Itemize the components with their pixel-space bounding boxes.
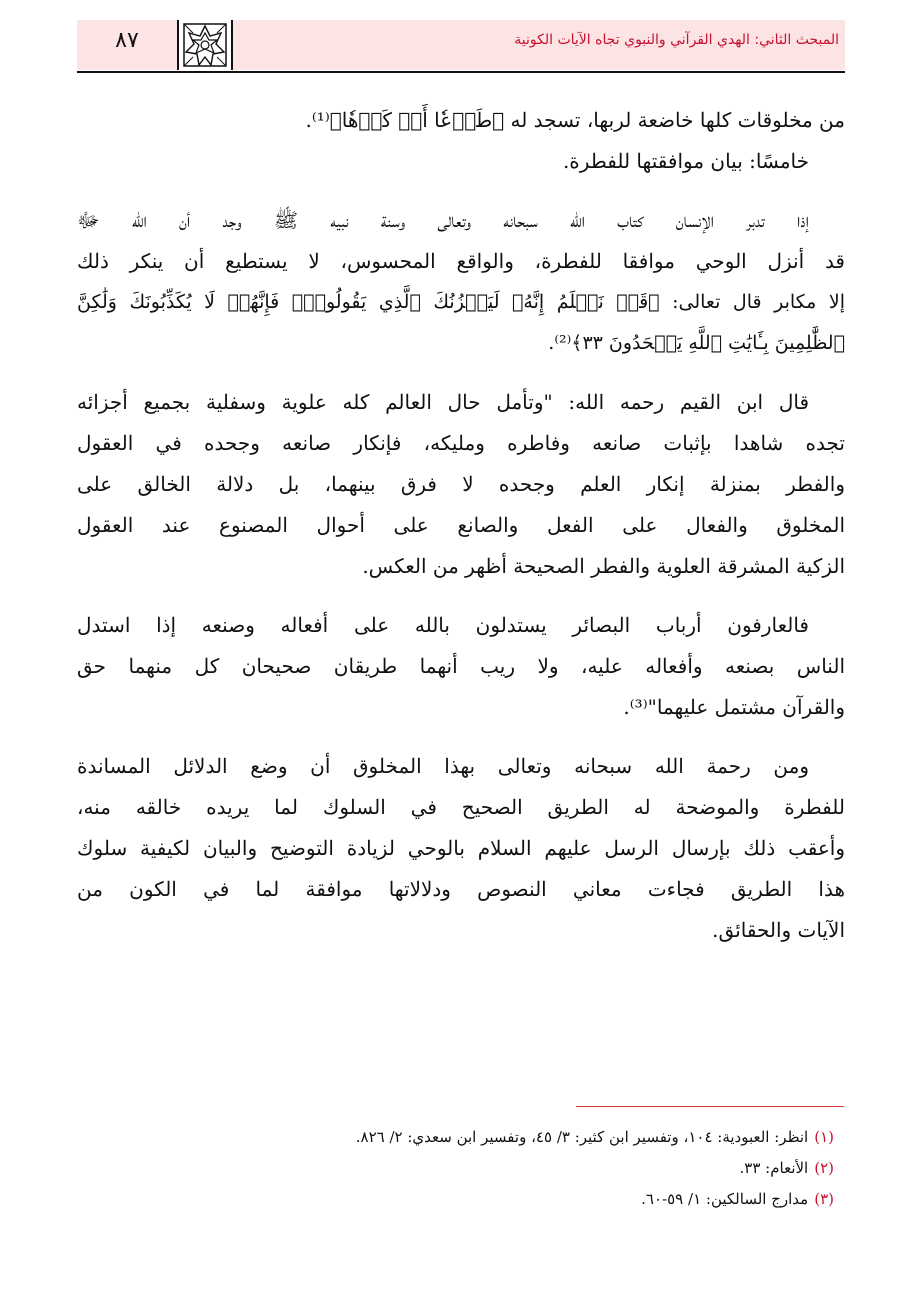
footnote-separator (576, 1106, 844, 1107)
text-line: الزكية المشرقة العلوية والفطر الصحيحة أظهر من العكس. (362, 554, 845, 578)
footnote-text: مدارج السالكين: ١/ ٥٩-٦٠. (641, 1190, 809, 1208)
star-pattern-icon (183, 23, 227, 67)
text-line: تجده شاهدا بإثبات صانعه وفاطره ومليكه، فإنكار صانعه وجحده في العقول (77, 431, 845, 455)
paragraph-2-heading (77, 141, 845, 182)
text-line: والقرآن مشتمل عليهما"⁽³⁾. (623, 695, 845, 719)
footnote (76, 1153, 844, 1184)
footnotes (76, 1122, 844, 1215)
text-line: المخلوق والفعال على الفعل والصانع على أحوال المصنوع عند العقول (77, 513, 845, 537)
text-line: خامسًا: بيان موافقتها للفطرة. (562, 149, 809, 173)
footnote-number: (١) (814, 1128, 834, 1146)
paragraph-3 (77, 200, 845, 364)
paragraph-1 (77, 100, 845, 141)
text-line: الناس بصنعه وأفعاله عليه، ولا ريب أنهما طريقان صحيحان كل منهما حق (77, 654, 845, 678)
text-line: هذا الطريق فجاءت معاني النصوص ودلالاتها موافقة لما في الكون من (77, 877, 845, 901)
text-line: فالعارفون أرباب البصائر يستدلون بالله على أفعاله وصنعه إذا استدل (77, 613, 809, 637)
main-text (77, 100, 845, 951)
text-line: إذا تدبر الإنسان كتاب الله سبحانه وتعالى وسنة نبيه ﷺ وجد أن الله ﷻ (77, 208, 809, 232)
footnote-text: انظر: العبودية: ١٠٤، وتفسير ابن كثير: ٣/ ٤٥، وتفسير ابن سعدي: ٢/ ٨٢٦. (355, 1128, 809, 1146)
header-rule (77, 71, 845, 73)
page-number: ٨٧ (115, 28, 139, 53)
text-line: من مخلوقات كلها خاضعة لربها، تسجد له ﴿طَوۡعٗا أَوۡ كَرۡهٗا﴾⁽¹⁾. (305, 108, 845, 132)
footnote-text: الأنعام: ٣٣. (739, 1159, 809, 1177)
page-header (77, 20, 845, 70)
text-line: قال ابن القيم رحمه الله: "وتأمل حال العالم كله علوية وسفلية بجميع أجزائه (77, 390, 809, 414)
paragraph-6 (77, 746, 845, 951)
text-line: ومن رحمة الله سبحانه وتعالى بهذا المخلوق أن وضع الدلائل المساندة (77, 754, 809, 778)
footnote (76, 1122, 844, 1153)
footnote (76, 1184, 844, 1215)
paragraph-4 (77, 382, 845, 587)
footnote-number: (٣) (814, 1190, 834, 1208)
text-line: قد أنزل الوحي موافقا للفطرة، والواقع المحسوس، لا يستطيع أن ينكر ذلك (77, 249, 845, 273)
text-line: وأعقب ذلك بإرسال الرسل عليهم السلام بالوحي لزيادة التوضيح والبيان لكيفية سلوك (77, 836, 845, 860)
footnote-number: (٢) (814, 1159, 834, 1177)
text-line: إلا مكابر قال تعالى: ﴿قَدۡ نَعۡلَمُ إِنَّهُۥ لَيَحۡزُنُكَ ٱلَّذِي يَقُولُونَۖ فَإِنَّهُمۡ لَا يُكَذِّبُونَكَ وَلَٰكِنَّ (77, 291, 845, 313)
text-line: والفطر بمنزلة إنكار العلم وجحده لا فرق بينهما، بل دلالة الخالق على (77, 472, 845, 496)
text-line: للفطرة والموضحة له الطريق الصحيح في السلوك لما يريده خالقه منه، (77, 795, 845, 819)
text-line: ٱلظَّٰلِمِينَ بِـَٔايَٰتِ ٱللَّهِ يَجۡحَدُونَ ٣٣﴾⁽²⁾. (548, 332, 845, 354)
text-line: الآيات والحقائق. (712, 918, 845, 942)
running-title: المبحث الثاني: الهدي القرآني والنبوي تجاه الآيات الكونية (514, 32, 839, 48)
paragraph-5 (77, 605, 845, 728)
ornament-icon (177, 20, 233, 70)
